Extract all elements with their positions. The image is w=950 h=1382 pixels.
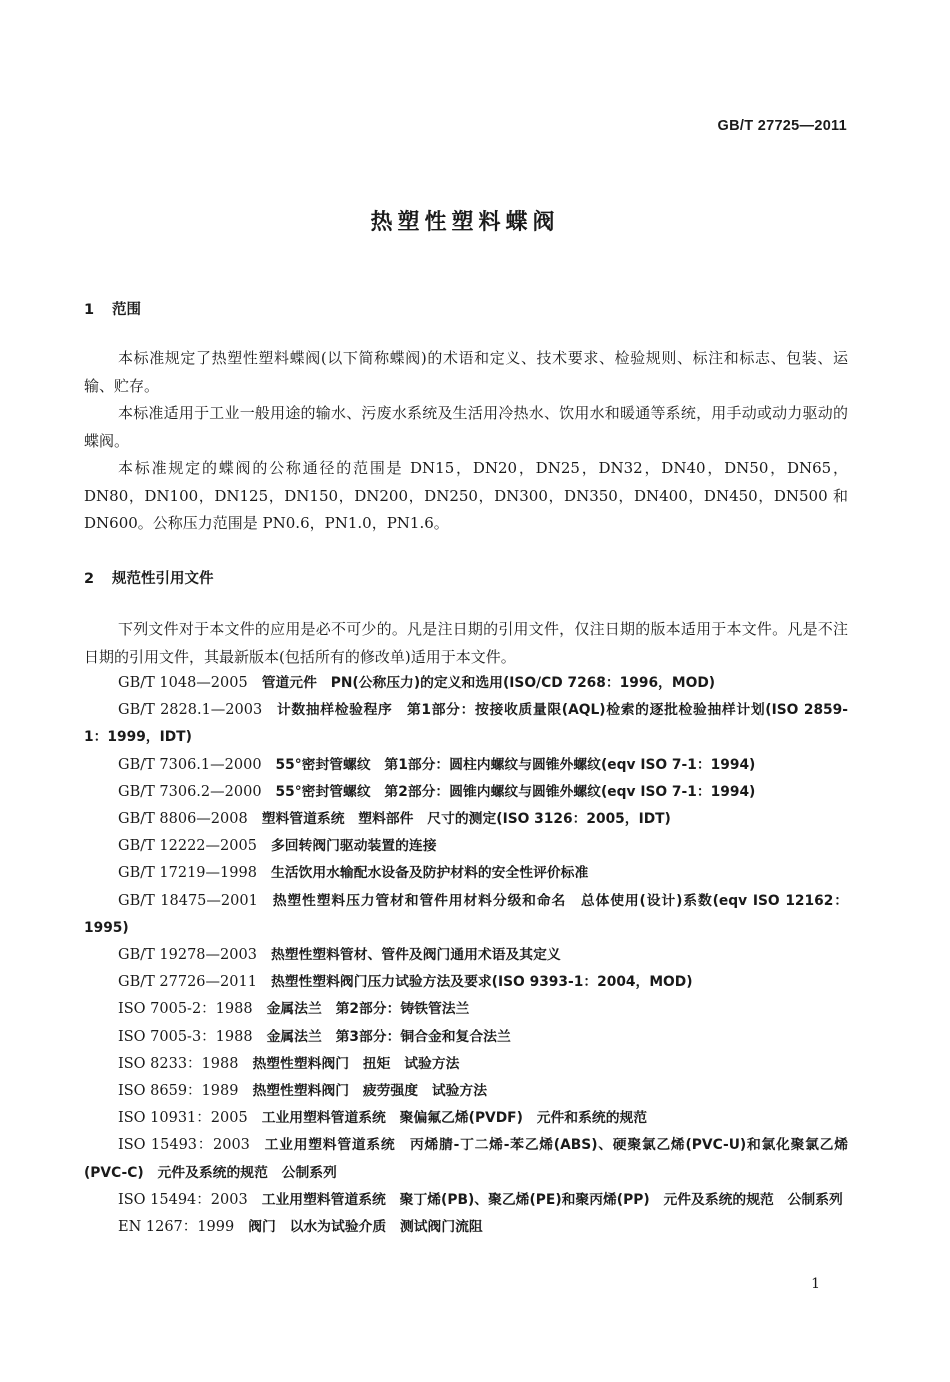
reference-code: GB/T 27726—2011 [118, 974, 257, 991]
reference-item [84, 697, 848, 751]
reference-item [84, 969, 848, 996]
reference-item [84, 1214, 848, 1241]
reference-title: 工业用塑料管道系统 聚偏氟乙烯(PVDF) 元件和系统的规范 [261, 1110, 648, 1127]
reference-code: ISO 15494：2003 [118, 1191, 248, 1208]
reference-title: 55°密封管螺纹 第2部分：圆锥内螺纹与圆锥外螺纹(eqv ISO 7-1：1994) [275, 783, 756, 800]
reference-code: ISO 7005-3：1988 [118, 1028, 253, 1045]
reference-title: 生活饮用水输配水设备及防护材料的安全性评价标准 [270, 865, 589, 882]
reference-code: EN 1267：1999 [118, 1219, 235, 1236]
reference-code: GB/T 1048—2005 [118, 675, 248, 691]
paragraph: 本标准规定了热塑性塑料蝶阀(以下简称蝶阀)的术语和定义、技术要求、检验规则、标注和标志、包装、运输、贮存。 [84, 349, 848, 395]
reference-title: 塑料管道系统 塑料部件 尺寸的测定(ISO 3126：2005，IDT) [261, 811, 671, 828]
reference-code: ISO 8233：1988 [118, 1055, 239, 1072]
paragraph: 本标准规定的蝶阀的公称通径的范围是 DN15，DN20，DN25，DN32，DN40，DN50，DN65，DN80，DN100，DN125，DN150，DN200，DN250，DN300，DN350，DN400，DN450，DN500 和 DN600。公称压力范围是 PN0.6，PN1.0，PN1.6。 [84, 459, 848, 532]
reference-code: GB/T 19278—2003 [118, 947, 257, 964]
reference-title: 工业用塑料管道系统 聚丁烯(PB)、聚乙烯(PE)和聚丙烯(PP) 元件及系统的规范 公制系列 [261, 1191, 843, 1208]
reference-title: 热塑性塑料阀门 疲劳强度 试验方法 [252, 1083, 488, 1100]
reference-code: GB/T 17219—1998 [118, 865, 257, 882]
paragraph: 本标准适用于工业一般用途的输水、污废水系统及生活用冷热水、饮用水和暖通等系统，用手动或动力驱动的蝶阀。 [84, 404, 848, 450]
reference-item [84, 996, 848, 1023]
section-number: 2 [84, 571, 95, 587]
section-title: 规范性引用文件 [112, 571, 214, 587]
reference-title: 计数抽样检验程序 第1部分：按接收质量限(AQL)检索的逐批检验抽样计划(ISO 2859-1：1999，IDT) [84, 702, 848, 746]
reference-item [84, 806, 848, 833]
reference-code: GB/T 7306.1—2000 [118, 756, 262, 773]
standard-number: GB/T 27725—2011 [717, 118, 847, 134]
reference-item [84, 860, 848, 887]
reference-title: 多回转阀门驱动装置的连接 [270, 838, 437, 855]
reference-title: 阀门 以水为试验介质 测试阀门流阻 [248, 1219, 483, 1236]
reference-item [84, 942, 848, 969]
reference-item [84, 1132, 848, 1186]
page-number: 1 [811, 1276, 820, 1292]
reference-code: GB/T 12222—2005 [118, 838, 257, 855]
reference-code: GB/T 18475—2001 [118, 892, 258, 909]
reference-code: GB/T 8806—2008 [118, 811, 248, 828]
reference-title: 热塑性塑料阀门压力试验方法及要求(ISO 9393-1：2004，MOD) [270, 974, 693, 991]
reference-title: 55°密封管螺纹 第1部分：圆柱内螺纹与圆锥外螺纹(eqv ISO 7-1：1994) [275, 756, 756, 773]
reference-code: ISO 15493：2003 [118, 1137, 250, 1154]
reference-item [84, 833, 848, 860]
reference-item [84, 1078, 848, 1105]
reference-code: ISO 10931：2005 [118, 1110, 248, 1127]
section-number: 1 [84, 302, 95, 318]
reference-item [84, 888, 848, 942]
section-heading-normative-references [84, 567, 214, 588]
reference-code: ISO 7005-2：1988 [118, 1001, 253, 1018]
reference-item [84, 670, 848, 697]
reference-item [84, 1105, 848, 1132]
reference-title: 热塑性塑料压力管材和管件用材料分级和命名 总体使用(设计)系数(eqv ISO 12162：1995) [84, 892, 848, 936]
reference-item [84, 779, 848, 806]
reference-item [84, 1024, 848, 1051]
document-title: 热塑性塑料蝶阀 [370, 210, 560, 235]
reference-title: 金属法兰 第3部分：铜合金和复合法兰 [266, 1028, 511, 1045]
reference-item [84, 752, 848, 779]
reference-title: 管道元件 PN(公称压力)的定义和选用(ISO/CD 7268：1996，MOD) [261, 675, 716, 691]
reference-code: ISO 8659：1989 [118, 1083, 239, 1100]
reference-code: GB/T 7306.2—2000 [118, 783, 262, 800]
reference-title: 工业用塑料管道系统 丙烯腈-丁二烯-苯乙烯(ABS)、硬聚氯乙烯(PVC-U)和氯化聚氯乙烯(PVC-C) 元件及系统的规范 公制系列 [84, 1137, 848, 1181]
paragraph: 下列文件对于本文件的应用是必不可少的。凡是注日期的引用文件，仅注日期的版本适用于本文件。凡是不注日期的引用文件，其最新版本(包括所有的修改单)适用于本文件。 [84, 620, 848, 666]
reference-list [84, 670, 848, 1241]
section-title: 范围 [112, 302, 141, 318]
references-intro [84, 616, 848, 671]
section-heading-scope [84, 298, 141, 319]
reference-title: 热塑性塑料管材、管件及阀门通用术语及其定义 [270, 947, 561, 964]
reference-code: GB/T 2828.1—2003 [118, 702, 263, 719]
reference-item [84, 1051, 848, 1078]
reference-item [84, 1187, 848, 1214]
reference-title: 金属法兰 第2部分：铸铁管法兰 [266, 1001, 470, 1018]
scope-text [84, 345, 848, 538]
reference-title: 热塑性塑料阀门 扭矩 试验方法 [252, 1055, 460, 1072]
